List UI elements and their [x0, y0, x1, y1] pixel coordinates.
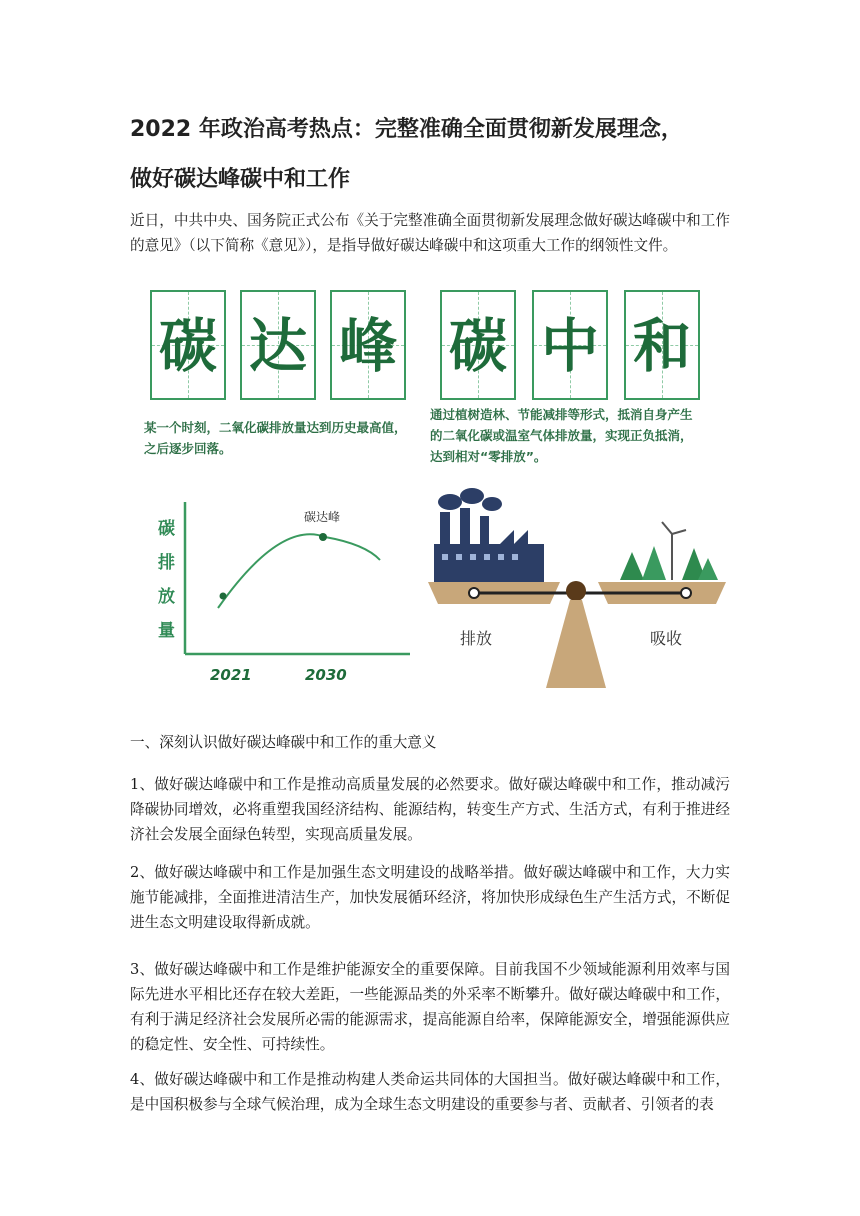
- peak-curve-diagram: [130, 482, 430, 694]
- neutral-description: 通过植树造林、节能减排等形式，抵消自身产生 的二氧化碳或温室气体排放量，实现正负抵消， 达到相对“零排放”。: [430, 407, 693, 464]
- char-tan-2: 碳: [448, 312, 507, 380]
- char-tan: 碳: [158, 312, 217, 380]
- peak-point: [319, 533, 327, 541]
- year-2030: 2030: [305, 666, 347, 684]
- y-axis-char-2: 排: [158, 553, 175, 573]
- emission-label: 排放: [460, 629, 493, 648]
- absorption-label: 吸收: [650, 629, 683, 648]
- peak-label: 碳达峰: [304, 510, 341, 524]
- intro-paragraph: 近日，中共中央、国务院正式公布《关于完整准确全面贯彻新发展理念做好碳达峰碳中和工作的意见》（以下简称《意见》），是指导做好碳达峰碳中和这项重大工作的纲领性文件。: [130, 212, 730, 254]
- char-box-feng: [330, 290, 406, 400]
- factory-icon: [434, 488, 544, 584]
- balance-scale: [420, 482, 730, 694]
- forest-turbine-icon: [620, 522, 718, 580]
- point-1: 1、做好碳达峰碳中和工作是推动高质量发展的必然要求。做好碳达峰碳中和工作，推动减污降碳协同增效，必将重塑我国经济结构、能源结构，转变生产方式、生活方式，有利于推进经济社会发展全面绿色转型，实现高质量发展。: [130, 776, 730, 843]
- y-axis-char-4: 量: [158, 621, 175, 641]
- title-line-2: 做好碳达峰碳中和工作: [130, 167, 351, 192]
- year-2021: 2021: [210, 666, 252, 684]
- char-da: 达: [248, 312, 307, 380]
- section-heading: 一、深刻认识做好碳达峰碳中和工作的重大意义: [130, 734, 437, 751]
- char-box-tan-2: [440, 290, 516, 400]
- carbon-infographic: [130, 282, 730, 694]
- start-point: [220, 593, 227, 600]
- scale-stand: [546, 600, 606, 688]
- document-title: [130, 105, 750, 205]
- char-box-tan: [150, 290, 226, 400]
- char-zhong: 中: [540, 312, 599, 380]
- char-box-da: [240, 290, 316, 400]
- char-box-zhong: [532, 290, 608, 400]
- y-axis-char-1: 碳: [158, 519, 175, 539]
- peak-description: 某一个时刻，二氧化碳排放量达到历史最高值， 之后逐步回落。: [144, 420, 407, 456]
- char-feng: 峰: [338, 312, 397, 380]
- y-axis-char-3: 放: [158, 587, 175, 607]
- fulcrum-pivot: [566, 581, 586, 601]
- title-line-1: 2022 年政治高考热点：完整准确全面贯彻新发展理念，: [130, 117, 683, 142]
- emission-curve: [218, 534, 380, 608]
- point-4: 4、做好碳达峰碳中和工作是推动构建人类命运共同体的大国担当。做好碳达峰碳中和工作，是中国积极参与全球气候治理，成为全球生态文明建设的重要参与者、贡献者、引领者的表: [130, 1071, 730, 1113]
- point-3: 3、做好碳达峰碳中和工作是维护能源安全的重要保障。目前我国不少领域能源利用效率与国际先进水平相比还存在较大差距，一些能源品类的外采率不断攀升。做好碳达峰碳中和工作，有利于满足经济社会发展所必需的能源需求，提高能源自给率，保障能源安全，增强能源供应的稳定性、安全性、可持续性。: [130, 961, 730, 1053]
- char-box-he: [624, 290, 700, 400]
- point-2: 2、做好碳达峰碳中和工作是加强生态文明建设的战略举措。做好碳达峰碳中和工作，大力实施节能减排，全面推进清洁生产，加快发展循环经济，将加快形成绿色生产生活方式，不断促进生态文明建设取得新成就。: [130, 864, 730, 931]
- char-he: 和: [632, 312, 691, 380]
